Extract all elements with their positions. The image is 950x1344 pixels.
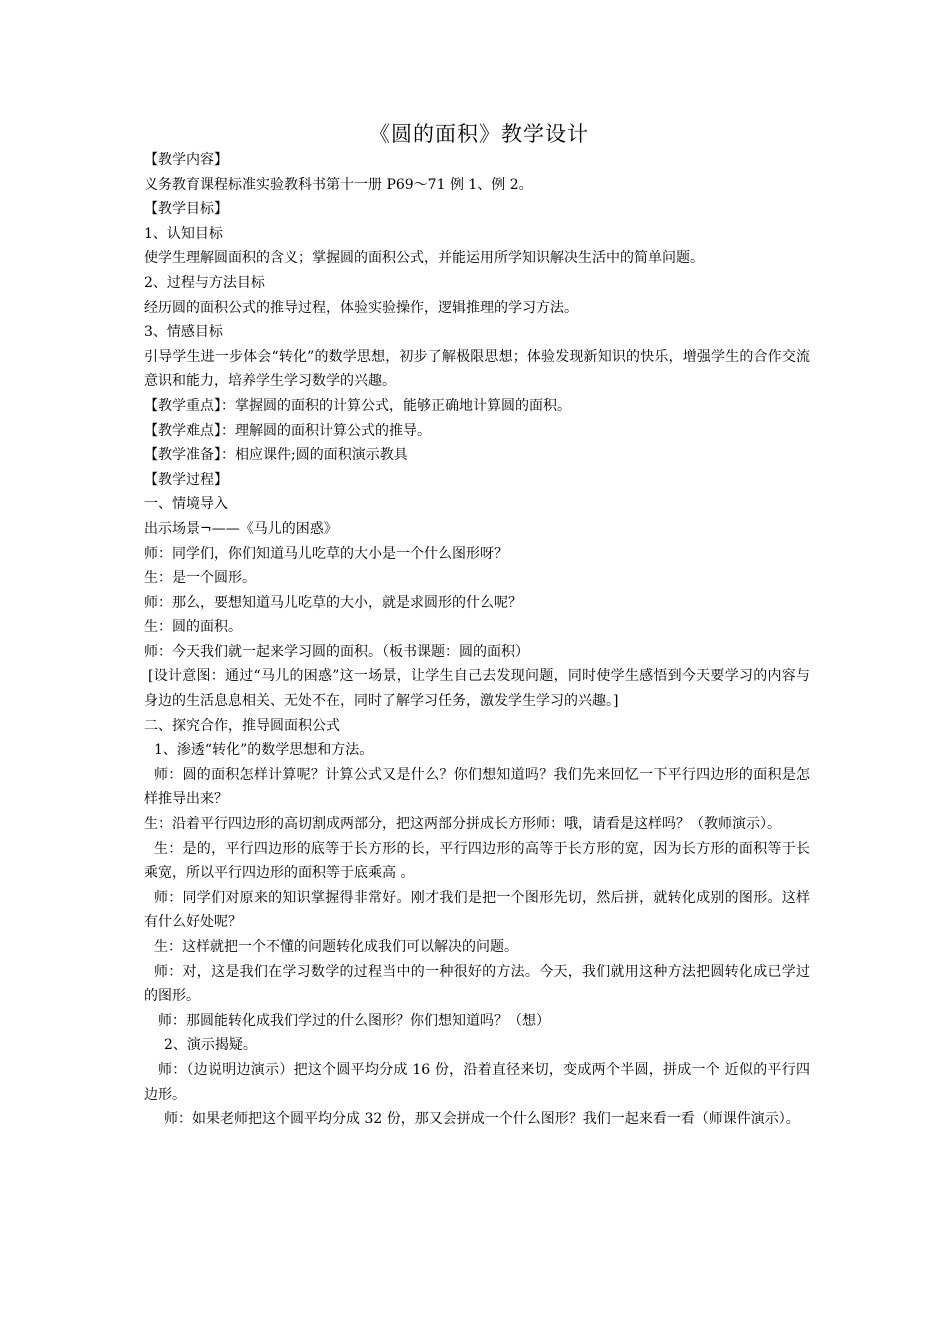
paragraph-line: 师：那圆能转化成我们学过的什么图形？你们想知道吗？（想）	[158, 1012, 550, 1029]
paragraph-line: 生：是的，平行四边形的底等于长方形的长，平行四边形的高等于长方形的宽，因为长方形的面积等于长乘宽，所以平行四边形的面积等于底乘高 。	[144, 840, 810, 882]
paragraph-line: 经历圆的面积公式的推导过程，体验实验操作，逻辑推理的学习方法。	[144, 299, 578, 316]
paragraph-line: 2、演示揭疑。	[164, 1037, 257, 1054]
paragraph-line: 【教学内容】	[144, 152, 228, 168]
paragraph-line: 引导学生进一步体会“转化”的数学思想，初步了解极限思想；体验发现新知识的快乐，增强学生的合作交流意识和能力，培养学生学习数学的兴趣。	[144, 348, 810, 390]
document-title: 《圆的面积》教学设计	[369, 122, 589, 146]
document-page	[144, 120, 810, 1132]
paragraph-line: 师：圆的面积怎样计算呢？计算公式又是什么？你们想知道吗？我们先来回忆一下平行四边形的面积是怎样推导出来？	[144, 766, 810, 808]
paragraph-line: 一、情境导入	[144, 496, 228, 513]
paragraph-line: 生：圆的面积。	[144, 619, 242, 636]
paragraph-line: 使学生理解圆面积的含义；掌握圆的面积公式，并能运用所学知识解决生活中的简单问题。	[144, 250, 704, 267]
paragraph-line: 师：同学们对原来的知识掌握得非常好。刚才我们是把一个图形先切，然后拼，就转化成别的图形。这样有什么好处呢？	[144, 889, 810, 931]
paragraph-line: 【教学目标】	[144, 201, 228, 218]
document-body	[144, 148, 810, 1132]
paragraph-line: 3、情感目标	[144, 324, 223, 341]
paragraph-line: 1、渗透“转化”的数学思想和方法。	[154, 742, 374, 759]
paragraph-line: 师：如果老师把这个圆平均分成 32 份，那又会拼成一个什么图形？我们一起来看一看（师课件演示）。	[164, 1111, 800, 1128]
paragraph-line: 二、探究合作，推导圆面积公式	[144, 717, 340, 734]
paragraph-line: 2、过程与方法目标	[144, 274, 265, 291]
paragraph-line: 师：那么，要想知道马儿吃草的大小，就是求圆形的什么呢？	[144, 594, 522, 611]
paragraph-line: 出示场景¬——《马儿的困惑》	[144, 520, 338, 537]
paragraph-line: 师：同学们，你们知道马儿吃草的大小是一个什么图形呀？	[144, 545, 508, 562]
paragraph-line: 义务教育课程标准实验教科书第十一册 P69～71 例 1、例 2。	[144, 176, 533, 193]
paragraph-line: 师：（边说明边演示）把这个圆平均分成 16 份，沿着直径来切，变成两个半圆，拼成一个 近似的平行四边形。	[144, 1061, 810, 1103]
paragraph-line: [设计意图：通过“马儿的困惑”这一场景，让学生自己去发现问题，同时使学生感悟到今天要学习的内容与身边的生活息息相关、无处不在，同时了解学习任务，激发学生学习的兴趣。]	[144, 668, 810, 710]
paragraph-line: 师：今天我们就一起来学习圆的面积。（板书课题：圆的面积）	[144, 643, 529, 660]
paragraph-line: 生：这样就把一个不懂的问题转化成我们可以解决的问题。	[154, 939, 518, 955]
paragraph-line: 【教学重点】：掌握圆的面积的计算公式，能够正确地计算圆的面积。	[144, 397, 571, 414]
paragraph-line: 【教学准备】：相应课件;圆的面积演示教具	[144, 447, 408, 464]
paragraph-line: 师：对，这是我们在学习数学的过程当中的一种很好的方法。今天，我们就用这种方法把圆转化成已学过的图形。	[144, 963, 810, 1005]
paragraph-line: 1、认知目标	[144, 225, 223, 242]
paragraph-line: 生：是一个圆形。	[144, 570, 256, 587]
paragraph-line: 【教学过程】	[144, 471, 228, 488]
paragraph-line: 生：沿着平行四边形的高切割成两部分，把这两部分拼成长方形师：哦，请看是这样吗？（教师演示）。	[144, 816, 781, 833]
paragraph-line: 【教学难点】：理解圆的面积计算公式的推导。	[144, 422, 431, 439]
